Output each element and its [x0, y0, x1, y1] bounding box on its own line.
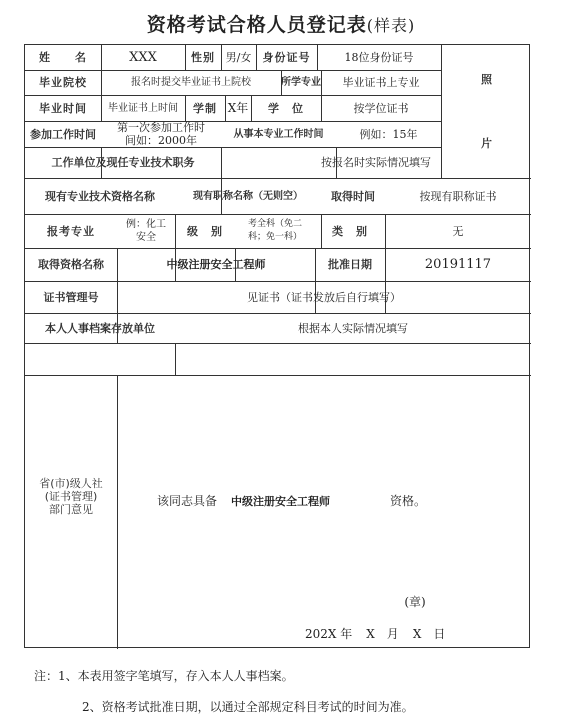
exam-major-line: 例：化工 [126, 219, 166, 230]
sign-date [305, 625, 505, 643]
name-label: 姓 名 [39, 51, 87, 64]
note-2: 2、资格考试批准日期，以通过全部规定科目考试的时间为准。 [82, 700, 414, 714]
level-line: 考全科（免二 [247, 219, 302, 229]
date-year: 202X 年 [305, 626, 353, 641]
exam-major-line: 安全 [136, 232, 156, 243]
exam-major-value [117, 214, 175, 248]
category-label: 类 别 [332, 224, 368, 238]
opinion-value: 中级注册安全工程师 [231, 494, 331, 508]
id-label: 身份证号 [262, 51, 311, 64]
dept-line: (证书管理) [44, 489, 98, 503]
photo-label: 片 [481, 136, 492, 150]
registration-form [24, 44, 530, 648]
level-label: 级 别 [187, 224, 223, 238]
grad-time-label: 毕业时间 [39, 101, 87, 115]
obtained-qual-value: 中级注册安全工程师 [166, 258, 266, 271]
years-label: 从事本专业工作时间 [233, 128, 324, 140]
name-value: XXX [129, 50, 157, 65]
level-line: 科；免一科） [247, 232, 302, 242]
major-value: 毕业证书上专业 [342, 76, 420, 89]
work-start-value [101, 121, 221, 147]
title-suffix: (样表) [366, 16, 416, 35]
archive-unit-value: 根据本人实际情况填写 [298, 321, 408, 335]
school-label: 毕业院校 [39, 76, 87, 89]
work-start-line: 间如：2000年 [125, 134, 197, 147]
date-day: X 日 [412, 626, 446, 641]
title-main: 资格考试合格人员登记表 [146, 14, 367, 36]
cert-number-value: 见证书（证书发放后自行填写） [247, 290, 401, 304]
edu-label: 学制 [193, 101, 217, 115]
approve-date-label: 批准日期 [328, 258, 372, 271]
dept-opinion-label [25, 343, 117, 649]
degree-label: 学 位 [268, 101, 304, 115]
level-value [235, 214, 315, 248]
gender-label: 性别 [191, 51, 215, 64]
dept-line: 部门意见 [49, 502, 93, 516]
years-value: 例如：15年 [359, 127, 418, 141]
edu-value: X年 [227, 100, 249, 115]
obtain-time-label: 取得时间 [331, 189, 375, 203]
gender-value: 男/女 [225, 51, 252, 64]
page-title [0, 10, 562, 37]
major-label: 所学专业 [281, 77, 321, 88]
opinion-prefix: 该同志具备 [157, 493, 218, 508]
approve-date-value: 20191117 [424, 257, 492, 272]
note-1: 注：1、本表用签字笔填写，存入本人人事档案。 [34, 669, 294, 683]
cert-number-label: 证书管理号 [43, 290, 99, 304]
obtained-qual-label: 取得资格名称 [38, 258, 104, 271]
unit-value: 按报名时实际情况填写 [321, 156, 431, 169]
photo-label: 照 [481, 72, 492, 86]
opinion-text [117, 490, 531, 512]
seal-label: (章) [404, 594, 426, 609]
dept-line: 省(市)级人社 [39, 476, 103, 490]
id-value: 18位身份证号 [344, 51, 414, 64]
current-title-label: 现有职称名称（无则空） [193, 190, 303, 202]
grad-time-value: 毕业证书上时间 [108, 102, 178, 114]
opinion-suffix: 资格。 [390, 493, 427, 508]
exam-major-label: 报考专业 [47, 224, 95, 238]
col-divider [175, 343, 176, 375]
obtain-time-value: 按现有职称证书 [419, 189, 497, 203]
work-start-label: 参加工作时间 [30, 127, 96, 141]
date-month: X 月 [366, 626, 399, 641]
degree-value: 按学位证书 [353, 101, 409, 115]
school-value: 报名时提交毕业证书上院校 [131, 77, 251, 88]
work-start-line: 第一次参加工作时 [117, 121, 205, 134]
archive-unit-label: 本人人事档案存放单位 [45, 321, 155, 335]
col-divider [117, 375, 118, 649]
qual-label: 现有专业技术资格名称 [45, 189, 155, 203]
unit-label: 工作单位及现任专业技术职务 [51, 156, 195, 169]
category-value: 无 [452, 224, 464, 238]
